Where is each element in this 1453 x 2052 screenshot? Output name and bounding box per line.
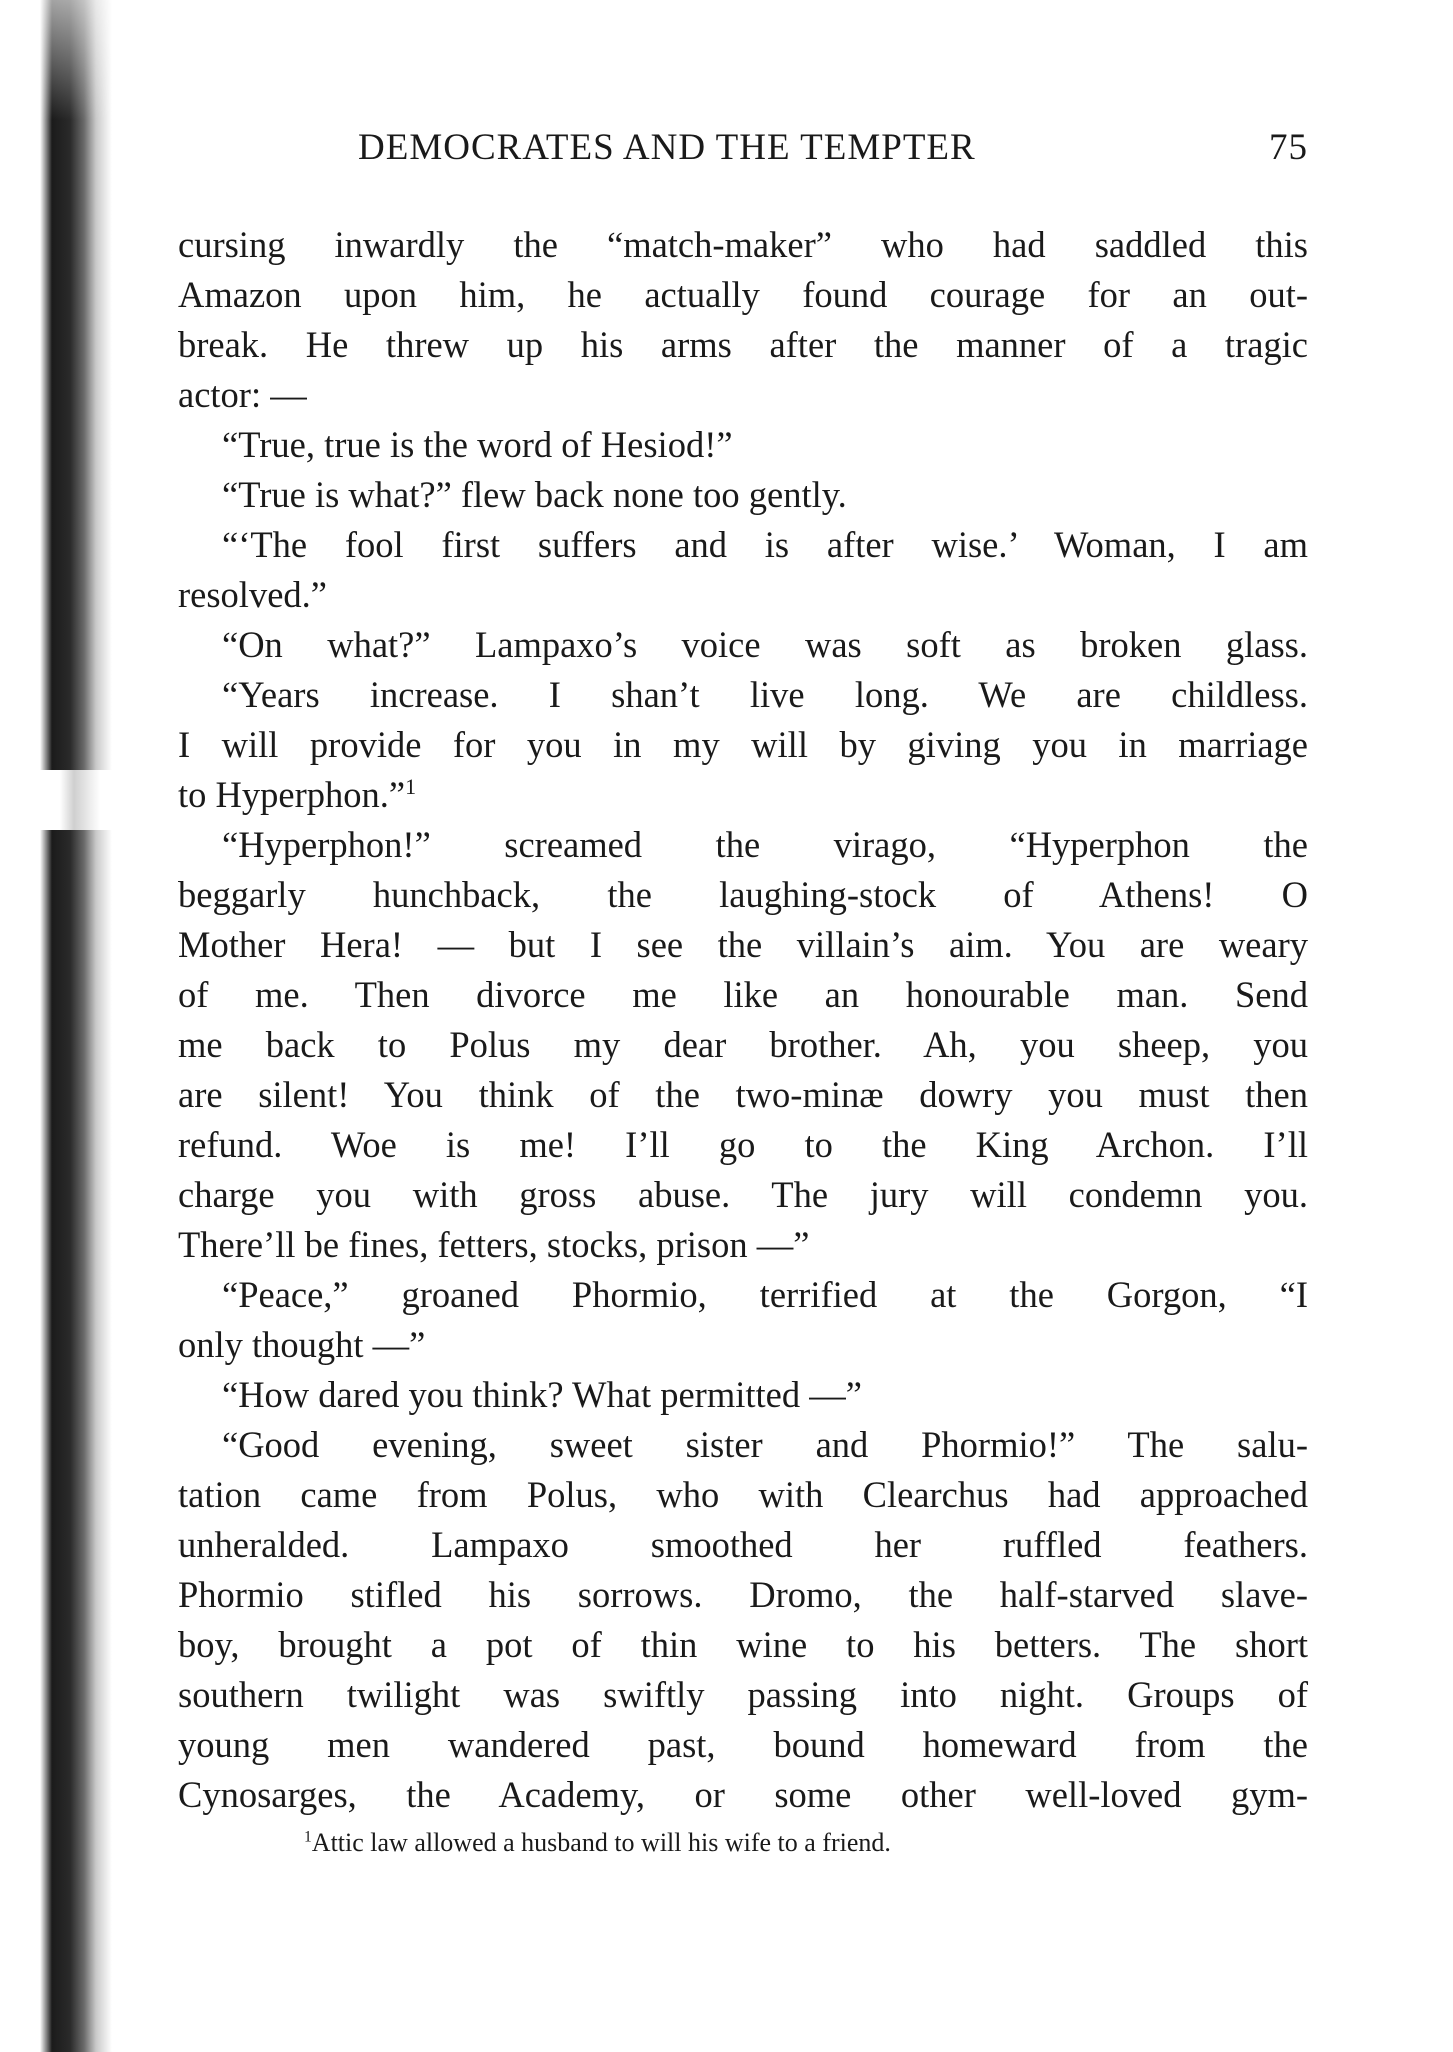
text-line-content: There’ll be fines, fetters, stocks, prison —” — [178, 1224, 810, 1265]
text-line-content: are silent! You think of the two-minæ dowry you must then — [178, 1074, 1308, 1115]
page-number: 75 — [1269, 127, 1308, 168]
text-line-content: beggarly hunchback, the laughing-stock of Athens! O — [178, 874, 1308, 915]
text-line-content: actor: — — [178, 374, 307, 415]
running-head — [178, 126, 1308, 176]
text-line-content: I will provide for you in my will by giving you in marriage — [178, 724, 1308, 765]
binding-shadow-gap — [0, 770, 112, 830]
text-line-content: refund. Woe is me! I’ll go to the King Archon. I’ll — [178, 1124, 1308, 1165]
text-line-content: “‘The fool first suffers and is after wise.’ Woman, I am — [222, 524, 1308, 565]
footnote-reference: 1 — [405, 773, 417, 799]
footnote-marker: 1 — [304, 1828, 312, 1846]
text-line-content: Cynosarges, the Academy, or some other well-loved gym- — [178, 1774, 1308, 1815]
running-head-title: DEMOCRATES AND THE TEMPTER — [358, 127, 976, 168]
text-line — [178, 670, 1308, 720]
binding-shadow — [0, 0, 112, 2052]
text-line-content: only thought —” — [178, 1324, 426, 1365]
text-line — [178, 220, 1308, 270]
text-line — [178, 1720, 1308, 1770]
text-line — [178, 770, 1308, 820]
text-line-content: charge you with gross abuse. The jury will condemn you. — [178, 1174, 1308, 1215]
text-line-content: Phormio stifled his sorrows. Dromo, the half-starved slave- — [178, 1574, 1308, 1615]
text-line-content: boy, brought a pot of thin wine to his betters. The short — [178, 1624, 1308, 1665]
text-line — [178, 520, 1308, 570]
text-line — [178, 1020, 1308, 1070]
footnote-text: Attic law allowed a husband to will his wife to a friend. — [311, 1828, 891, 1857]
text-line — [178, 1320, 1308, 1370]
text-line — [178, 420, 1308, 470]
text-line — [178, 320, 1308, 370]
text-line — [178, 970, 1308, 1020]
text-line — [178, 1420, 1308, 1470]
text-line-content: of me. Then divorce me like an honourable man. Send — [178, 974, 1308, 1015]
text-line — [178, 870, 1308, 920]
text-line-content: “Hyperphon!” screamed the virago, “Hyperphon the — [222, 824, 1308, 865]
text-line — [178, 1070, 1308, 1120]
text-line-content: Mother Hera! — but I see the villain’s aim. You are weary — [178, 924, 1308, 965]
text-line — [178, 1670, 1308, 1720]
text-line — [178, 1570, 1308, 1620]
text-line-content: “Good evening, sweet sister and Phormio!” The salu- — [222, 1424, 1308, 1465]
text-line-content: me back to Polus my dear brother. Ah, you sheep, you — [178, 1024, 1308, 1065]
text-line-content: young men wandered past, bound homeward from the — [178, 1724, 1308, 1765]
text-line-content: “On what?” Lampaxo’s voice was soft as broken glass. — [222, 624, 1308, 665]
text-line — [178, 1220, 1308, 1270]
text-line — [178, 1370, 1308, 1420]
footnote — [304, 1826, 891, 1860]
text-line-content: Amazon upon him, he actually found courage for an out- — [178, 274, 1308, 315]
text-line — [178, 1270, 1308, 1320]
text-line-content: unheralded. Lampaxo smoothed her ruffled feathers. — [178, 1524, 1308, 1565]
text-line — [178, 1170, 1308, 1220]
text-line — [178, 720, 1308, 770]
text-line — [178, 1770, 1308, 1820]
text-line-content: “How dared you think? What permitted —” — [222, 1374, 862, 1415]
text-line — [178, 820, 1308, 870]
text-line — [178, 270, 1308, 320]
text-line — [178, 370, 1308, 420]
text-line-content: cursing inwardly the “match-maker” who had saddled this — [178, 224, 1308, 265]
text-line — [178, 920, 1308, 970]
text-line — [178, 470, 1308, 520]
text-line — [178, 620, 1308, 670]
text-line-content: tation came from Polus, who with Clearchus had approached — [178, 1474, 1308, 1515]
text-line-content: “True, true is the word of Hesiod!” — [222, 424, 733, 465]
text-line-content: resolved.” — [178, 574, 327, 615]
text-line — [178, 570, 1308, 620]
text-line-content: break. He threw up his arms after the manner of a tragic — [178, 324, 1308, 365]
text-line-content: “Peace,” groaned Phormio, terrified at the Gorgon, “I — [222, 1274, 1308, 1315]
text-line-content: to Hyperphon.” — [178, 774, 406, 815]
text-line-content: “Years increase. I shan’t live long. We are childless. — [222, 674, 1308, 715]
text-line — [178, 1120, 1308, 1170]
binding-shadow-fade — [0, 0, 112, 120]
body-text — [178, 220, 1308, 1820]
text-line-content: “True is what?” flew back none too gently. — [222, 474, 847, 515]
text-line-content: southern twilight was swiftly passing into night. Groups of — [178, 1674, 1308, 1715]
text-line — [178, 1520, 1308, 1570]
text-line — [178, 1470, 1308, 1520]
text-line — [178, 1620, 1308, 1670]
